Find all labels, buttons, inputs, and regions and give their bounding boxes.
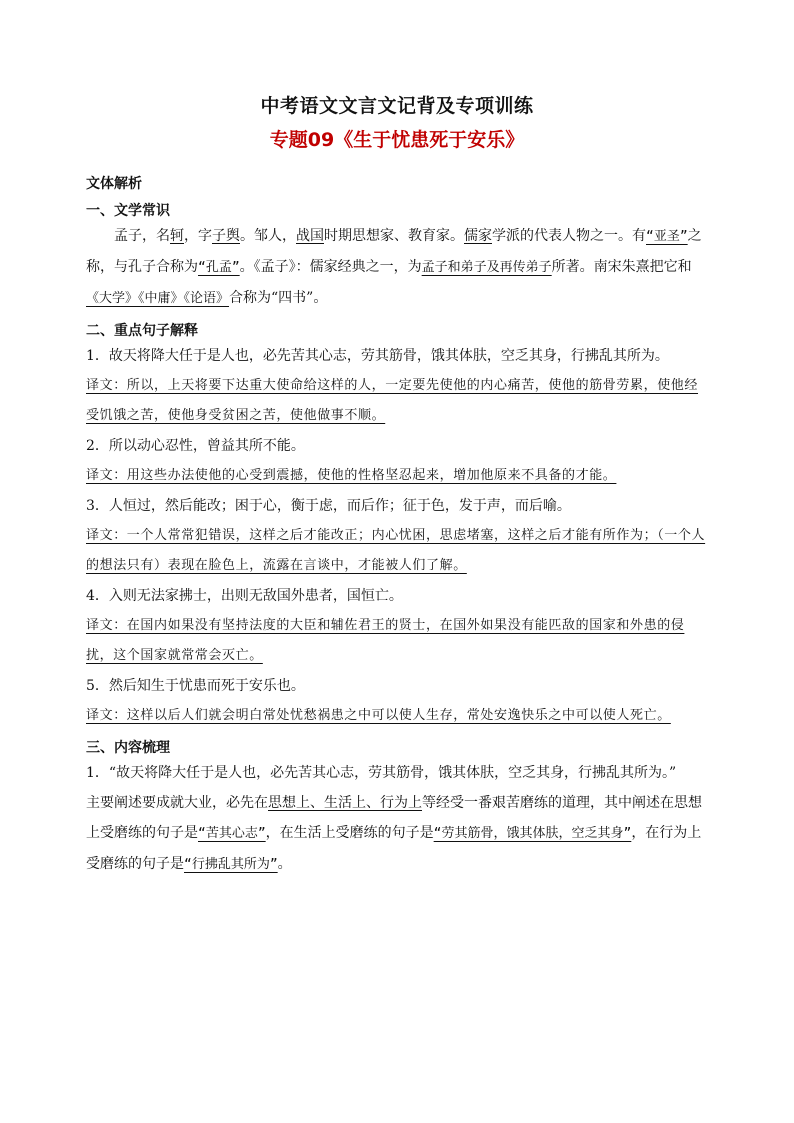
underlined-term: “孔孟” [198,260,240,275]
underlined-term: 儒家 [464,228,492,244]
sentence-item: 2．所以动心忍性，曾益其所不能。 [86,438,305,454]
sentence-item: 3．人恒过，然后能改；困于心，衡于虑，而后作；征于色，发于声，而后喻。 [86,498,571,514]
underlined-term: 思想上、生活上、行为上 [268,795,422,811]
text-run: 等经受一番艰苦磨练的道理，其中阐述在思想上受磨练的句子是 [86,795,702,841]
underlined-answer: “行拂乱其所为” [184,857,278,872]
text-run: 。 [277,856,292,872]
sentence-item: 1．故天将降大任于是人也，必先苦其心志，劳其筋骨，饿其体肤，空乏其身，行拂乱其所为。 [86,348,669,364]
section-heading-content: 三、内容梳理 [86,740,170,756]
underlined-term: “亚圣” [646,229,688,244]
underlined-term: 轲 [170,228,184,244]
text-run: 。邹人， [240,228,296,244]
translation-item: 译文：所以，上天将要下达重大使命给这样的人，一定要先使他的内心痛苦，使他的筋骨劳累，使他经受饥饿之苦，使他身受贫困之苦，使他做事不顺。 [86,378,699,423]
translation-item: 译文：这样以后人们就会明白常处忧愁祸患之中可以使人生存，常处安逸快乐之中可以使人死亡。 [86,708,671,723]
text-run: 主要阐述要成就大业，必先在 [86,795,268,811]
text-run: 学派的代表人物之一。有 [492,228,646,244]
underlined-term: 子舆 [212,228,240,244]
text-run: 孟子，名 [114,228,170,244]
section-label-wenti: 文体解析 [86,176,142,192]
text-run: 。《孟子》：儒家经典之一，为 [239,259,422,275]
translation-item: 译文：一个人常常犯错误，这样之后才能改正；内心忧困，思虑堵塞，这样之后才能有所作为；（一个人的想法只有）表现在脸色上，流露在言谈中，才能被人们了解。 [86,528,706,573]
text-run: 时期思想家、教育家。 [324,228,464,244]
section-heading-literature: 一、文学常识 [86,203,170,219]
text-run: 合称为“四书”。 [229,290,328,306]
sentence-item: 5．然后知生于忧患而死于安乐也。 [86,678,305,694]
text-run: 所著。南宋朱熹把它和 [551,259,692,275]
sentence-item: 4．入则无法家拂士，出则无敌国外患者，国恒亡。 [86,588,403,604]
underlined-answer: “劳其筋骨，饿其体肤，空乏其身” [433,826,632,841]
underlined-term: 孟子和弟子及再传弟子 [421,260,552,275]
content-item: 1．“故天将降大任于是人也，必先苦其心志，劳其筋骨，饿其体肤，空乏其身，行拂乱其所为。” [86,765,677,781]
text-run: ，在生活上受磨练的句子是 [265,825,434,841]
literature-paragraph [86,221,708,314]
text-run: ，在行为上受磨练的句子是 [86,825,702,872]
text-run: 之称，与孔子合称为 [86,228,702,275]
page-title: 中考语文文言文记背及专项训练 [260,95,534,117]
underlined-term: 战国 [296,228,324,244]
document-page [86,86,708,880]
underlined-term: 《大学》《中庸》《论语》 [86,291,230,306]
page-subtitle: 专题09《生于忧患死于安乐》 [269,129,525,151]
content-analysis-paragraph [86,788,708,880]
underlined-answer: “苦其心志” [198,826,266,841]
translation-item: 译文：在国内如果没有坚持法度的大臣和辅佐君王的贤士，在国外如果没有能匹敌的国家和外患的侵扰，这个国家就常常会灭亡。 [86,618,685,663]
translation-item: 译文：用这些办法使他的心受到震撼，使他的性格坚忍起来，增加他原来不具备的才能。 [86,468,617,483]
section-heading-key-sentences: 二、重点句子解释 [86,323,198,339]
text-run: ，字 [184,228,212,244]
